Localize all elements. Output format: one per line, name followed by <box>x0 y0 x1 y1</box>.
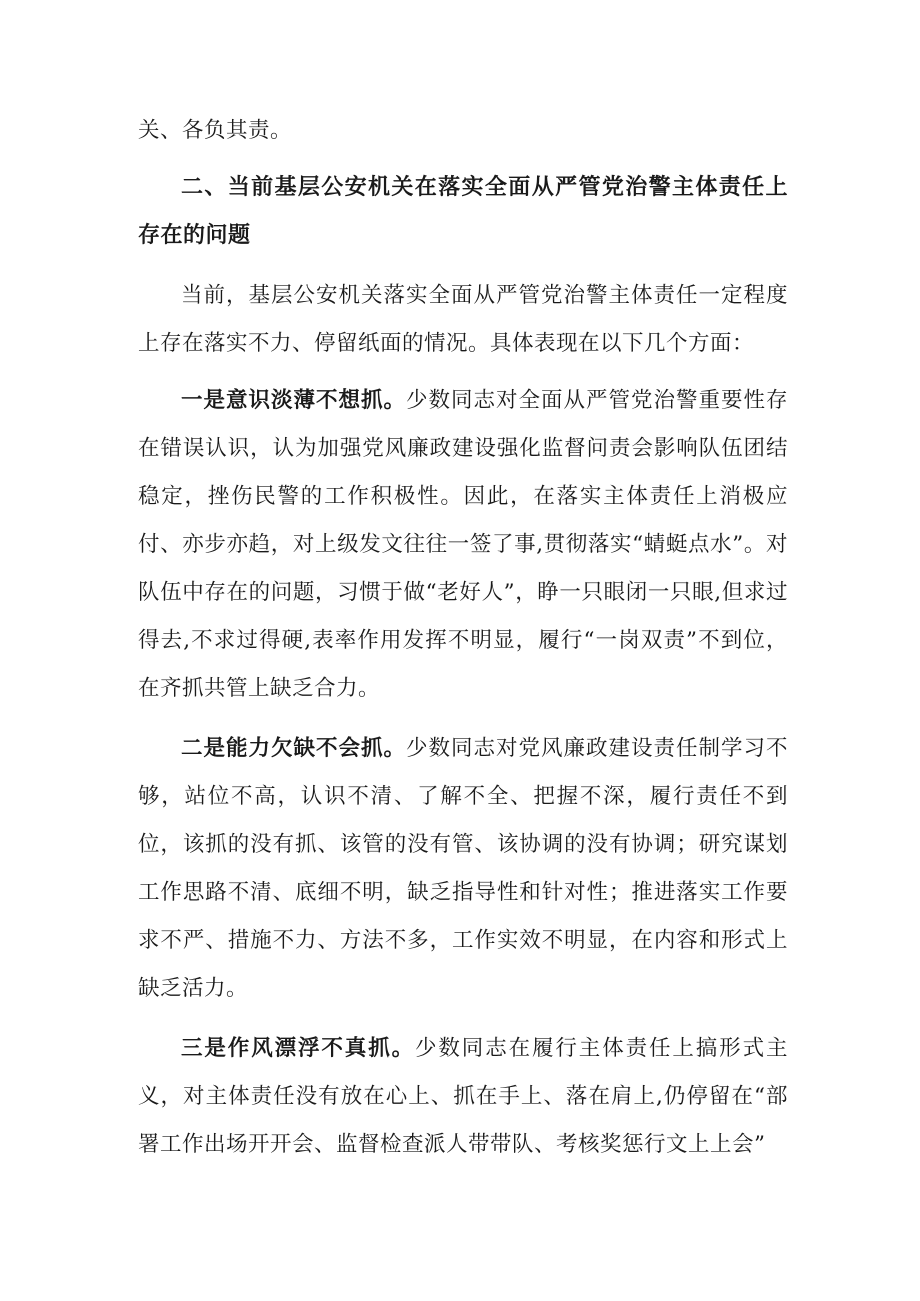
point-body: 少数同志对党风廉政建设责任制学习不够，站位不高，认识不清、了解不全、把握不深，履行责任不到位，该抓的没有抓、该管的没有管、该协调的没有协调；研究谋划工作思路不清、底细不明，缺乏指导性和针对性；推进落实工作要求不严、措施不力、方法不多，工作实效不明显，在内容和形式上缺乏活力。 <box>138 736 788 1001</box>
point-paragraph <box>138 377 788 713</box>
point-lead: 三是作风漂浮不真抓。 <box>181 1036 415 1061</box>
intro-paragraph: 当前，基层公安机关落实全面从严管党治警主体责任一定程度上存在落实不力、停留纸面的情况。具体表现在以下几个方面： <box>138 283 788 356</box>
point-lead: 一是意识淡薄不想抓。 <box>181 388 406 413</box>
point-body: 少数同志在履行主体责任上搞形式主义，对主体责任没有放在心上、抓在手上、落在肩上,仍停留在“部署工作出场开开会、监督检查派人带带队、考核奖惩行文上上会” <box>138 1036 788 1157</box>
point-paragraph <box>138 1025 788 1169</box>
document-body <box>138 107 788 1169</box>
point-lead: 二是能力欠缺不会抓。 <box>181 736 406 761</box>
point-body: 少数同志对全面从严管党治警重要性存在错误认识，认为加强党风廉政建设强化监督问责会影响队伍团结稳定，挫伤民警的工作积极性。因此，在落实主体责任上消极应付、亦步亦趋，对上级发文往往一签了事,贯彻落实“蜻蜓点水”。对队伍中存在的问题，习惯于做“老好人”，睁一只眼闭一只眼,但求过得去,不求过得硬,表率作用发挥不明显，履行“一岗双责”不到位，在齐抓共管上缺乏合力。 <box>138 388 788 701</box>
section-heading: 二、当前基层公安机关在落实全面从严管党治警主体责任上存在的问题 <box>138 175 788 248</box>
point-paragraph <box>138 725 788 1013</box>
continuation-text: 关、各负其责。 <box>138 118 293 143</box>
